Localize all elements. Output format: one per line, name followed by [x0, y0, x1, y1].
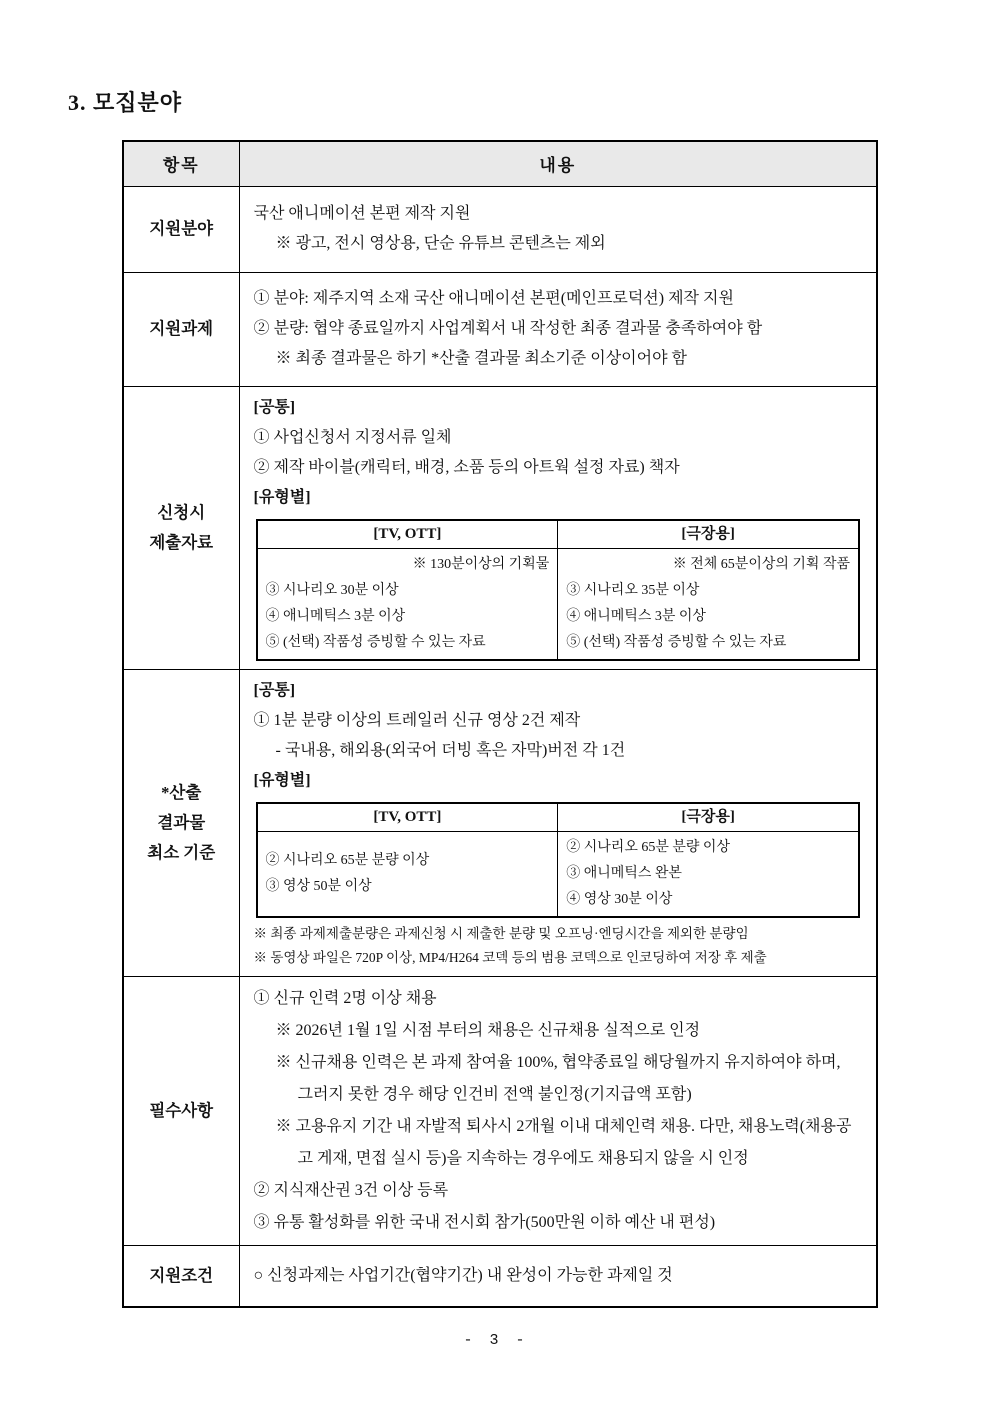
row-label-line: 신청시: [157, 502, 206, 522]
row-content-application-docs: [239, 386, 877, 669]
subtable-cell-tv-ott: [257, 831, 558, 917]
common-section-header: [공통]: [253, 681, 296, 699]
recruitment-table: [122, 140, 878, 1308]
content-line: ① 1분 분량 이상의 트레일러 신규 영상 2건 제작: [253, 711, 581, 729]
header-item: 항목: [123, 141, 239, 186]
row-content-support-condition: [239, 1245, 877, 1307]
row-support-condition: [123, 1245, 877, 1307]
page-number: - 3 -: [463, 1332, 529, 1349]
content-line: ※ 광고, 전시 영상용, 단순 유튜브 콘텐츠는 제외: [275, 235, 606, 252]
row-label-requirements: 필수사항: [123, 976, 239, 1245]
content-line: ① 신규 인력 2명 이상 채용: [253, 989, 437, 1007]
subtable-line: ⑤ (선택) 작품성 증빙할 수 있는 자료: [566, 634, 787, 650]
subtable-line: ③ 애니메틱스 완본: [566, 865, 682, 881]
content-line: 국산 애니메이션 본편 제작 지원: [253, 205, 471, 222]
row-output-minimum: [123, 669, 877, 976]
application-docs-subtable: [256, 519, 861, 661]
subtable-header-row: [257, 803, 860, 832]
subtable-cell-theatrical: [558, 831, 859, 917]
content-line: ② 분량: 협약 종료일까지 사업계획서 내 작성한 최종 결과물 충족하여야 함: [253, 320, 763, 337]
subtable-cell-theatrical: [558, 548, 859, 660]
common-section-header: [공통]: [253, 398, 296, 416]
subtable-line: ④ 영상 30분 이상: [566, 891, 673, 907]
row-label-output-minimum: [123, 669, 239, 976]
content-line: ※ 2026년 1월 1일 시점 부터의 채용은 신규채용 실적으로 인정: [275, 1021, 701, 1039]
row-content-requirements: [239, 976, 877, 1245]
subtable-note: ※ 전체 65분이상의 기획 작품: [672, 556, 850, 572]
content-line: ※ 최종 결과물은 하기 *산출 결과물 최소기준 이상이어야 함: [275, 350, 687, 367]
content-line: ① 분야: 제주지역 소재 국산 애니메이션 본편(메인프로덕션) 제작 지원: [253, 290, 734, 307]
subtable-line: ④ 애니메틱스 3분 이상: [566, 608, 706, 624]
content-line: ① 사업신청서 지정서류 일체: [253, 428, 452, 446]
subtable-line: ② 시나리오 65분 분량 이상: [265, 852, 430, 868]
row-requirements: [123, 976, 877, 1245]
subtable-line: ③ 시나리오 35분 이상: [566, 582, 700, 598]
subtable-body-row: [257, 831, 860, 917]
subtable-header-theatrical: [극장용]: [558, 520, 859, 549]
row-label-support-task: 지원과제: [123, 272, 239, 386]
subtable-line: ③ 영상 50분 이상: [265, 878, 372, 894]
row-label-line: *산출: [161, 782, 202, 802]
footnote: ※ 동영상 파일은 720P 이상, MP4/H264 코덱 등의 범용 코덱으로 인코딩하여 저장 후 제출: [253, 949, 767, 965]
row-content-support-field: [239, 186, 877, 272]
row-application-docs: [123, 386, 877, 669]
recruitment-table-wrap: [122, 140, 878, 1308]
type-section-header: [유형별]: [253, 771, 311, 789]
content-line: ② 지식재산권 3건 이상 등록: [253, 1181, 449, 1199]
subtable-line: ③ 시나리오 30분 이상: [265, 582, 399, 598]
row-label-support-field: 지원분야: [123, 186, 239, 272]
content-line: ※ 신규채용 인력은 본 과제 참여율 100%, 협약종료일 해당월까지 유지하여야 하며,: [275, 1053, 841, 1071]
subtable-header-theatrical: [극장용]: [558, 803, 859, 832]
row-content-support-task: [239, 272, 877, 386]
header-content: 내용: [239, 141, 877, 186]
subtable-line: ④ 애니메틱스 3분 이상: [265, 608, 406, 624]
row-support-field: [123, 186, 877, 272]
subtable-header-tv-ott: [TV, OTT]: [257, 803, 558, 832]
subtable-line: ② 시나리오 65분 분량 이상: [566, 839, 730, 855]
section-title: 3. 모집분야: [68, 90, 183, 115]
row-support-task: [123, 272, 877, 386]
row-label-application-docs: [123, 386, 239, 669]
row-label-line: 결과물: [157, 812, 206, 832]
content-line: 고 게재, 면접 실시 등)을 지속하는 경우에도 채용되지 않을 시 인정: [297, 1149, 749, 1167]
output-minimum-subtable: [256, 802, 861, 918]
row-label-support-condition: 지원조건: [123, 1245, 239, 1307]
content-line: ② 제작 바이블(캐릭터, 배경, 소품 등의 아트웍 설정 자료) 책자: [253, 458, 680, 476]
table-header-row: [123, 141, 877, 186]
content-line: 그러지 못한 경우 해당 인건비 전액 불인정(기지급액 포함): [297, 1085, 692, 1103]
subtable-line: ⑤ (선택) 작품성 증빙할 수 있는 자료: [265, 634, 486, 650]
footnote: ※ 최종 과제제출분량은 과제신청 시 제출한 분량 및 오프닝·엔딩시간을 제외한 분량임: [253, 925, 749, 941]
subtable-header-tv-ott: [TV, OTT]: [257, 520, 558, 549]
subtable-body-row: [257, 548, 860, 660]
subtable-cell-tv-ott: [257, 548, 558, 660]
content-line: ○ 신청과제는 사업기간(협약기간) 내 완성이 가능한 과제일 것: [253, 1266, 673, 1284]
row-label-line: 제출자료: [149, 532, 214, 552]
row-label-line: 최소 기준: [147, 842, 216, 862]
content-line: ③ 유통 활성화를 위한 국내 전시회 참가(500만원 이하 예산 내 편성): [253, 1213, 716, 1231]
content-line: ※ 고용유지 기간 내 자발적 퇴사시 2개월 이내 대체인력 채용. 다만, 채용노력(채용공: [275, 1117, 852, 1135]
content-line: - 국내용, 해외용(외국어 더빙 혹은 자막)버전 각 1건: [275, 741, 626, 759]
type-section-header: [유형별]: [253, 488, 311, 506]
row-content-output-minimum: [239, 669, 877, 976]
subtable-note: ※ 130분이상의 기획물: [412, 556, 550, 572]
subtable-header-row: [257, 520, 860, 549]
